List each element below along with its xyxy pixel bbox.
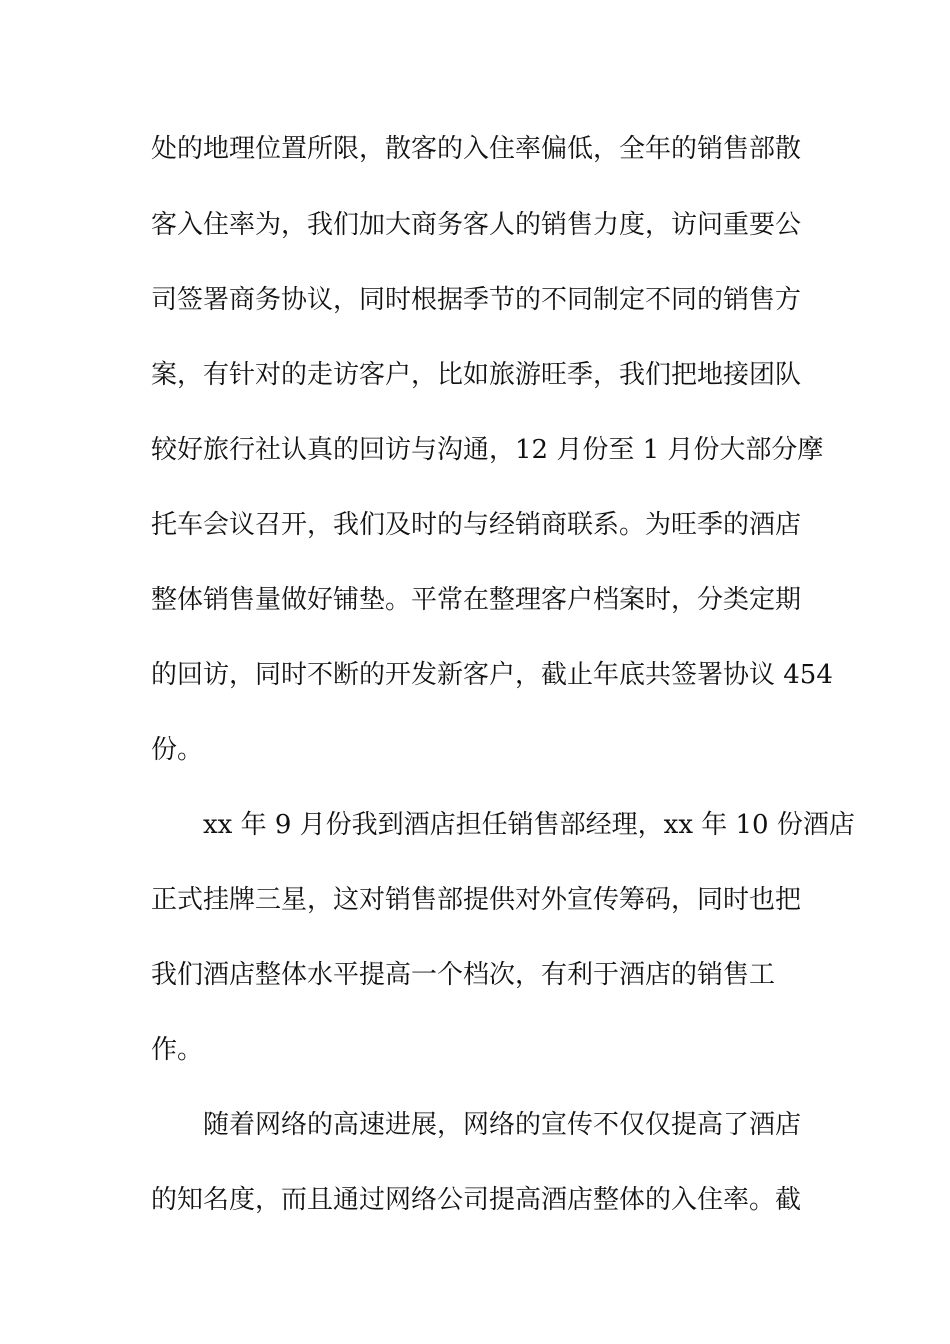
text-line: 司签署商务协议，同时根据季节的不同制定不同的销售方	[151, 285, 802, 315]
text-line: 托车会议召开，我们及时的与经销商联系。为旺季的酒店	[151, 510, 802, 540]
paragraph-first-line: xx 年 9 月份我到酒店担任销售部经理，xx 年 10 份酒店	[203, 810, 855, 840]
text-line: 的回访，同时不断的开发新客户，截止年底共签署协议 454	[151, 660, 833, 690]
text-line: 作。	[151, 1035, 204, 1065]
text-line: 我们酒店整体水平提高一个档次，有利于酒店的销售工	[151, 960, 776, 990]
text-line: 客入住率为，我们加大商务客人的销售力度，访问重要公	[151, 210, 802, 240]
text-line: 案，有针对的走访客户，比如旅游旺季，我们把地接团队	[151, 360, 802, 390]
text-line: 较好旅行社认真的回访与沟通，12 月份至 1 月份大部分摩	[151, 435, 824, 465]
text-line: 整体销售量做好铺垫。平常在整理客户档案时，分类定期	[151, 585, 802, 615]
text-line: 处的地理位置所限，散客的入住率偏低，全年的销售部散	[151, 134, 802, 164]
text-line: 份。	[151, 735, 204, 765]
paragraph-first-line: 随着网络的高速进展，网络的宣传不仅仅提高了酒店	[203, 1110, 802, 1140]
text-line: 的知名度，而且通过网络公司提高酒店整体的入住率。截	[151, 1185, 802, 1215]
text-line: 正式挂牌三星，这对销售部提供对外宣传筹码，同时也把	[151, 885, 802, 915]
